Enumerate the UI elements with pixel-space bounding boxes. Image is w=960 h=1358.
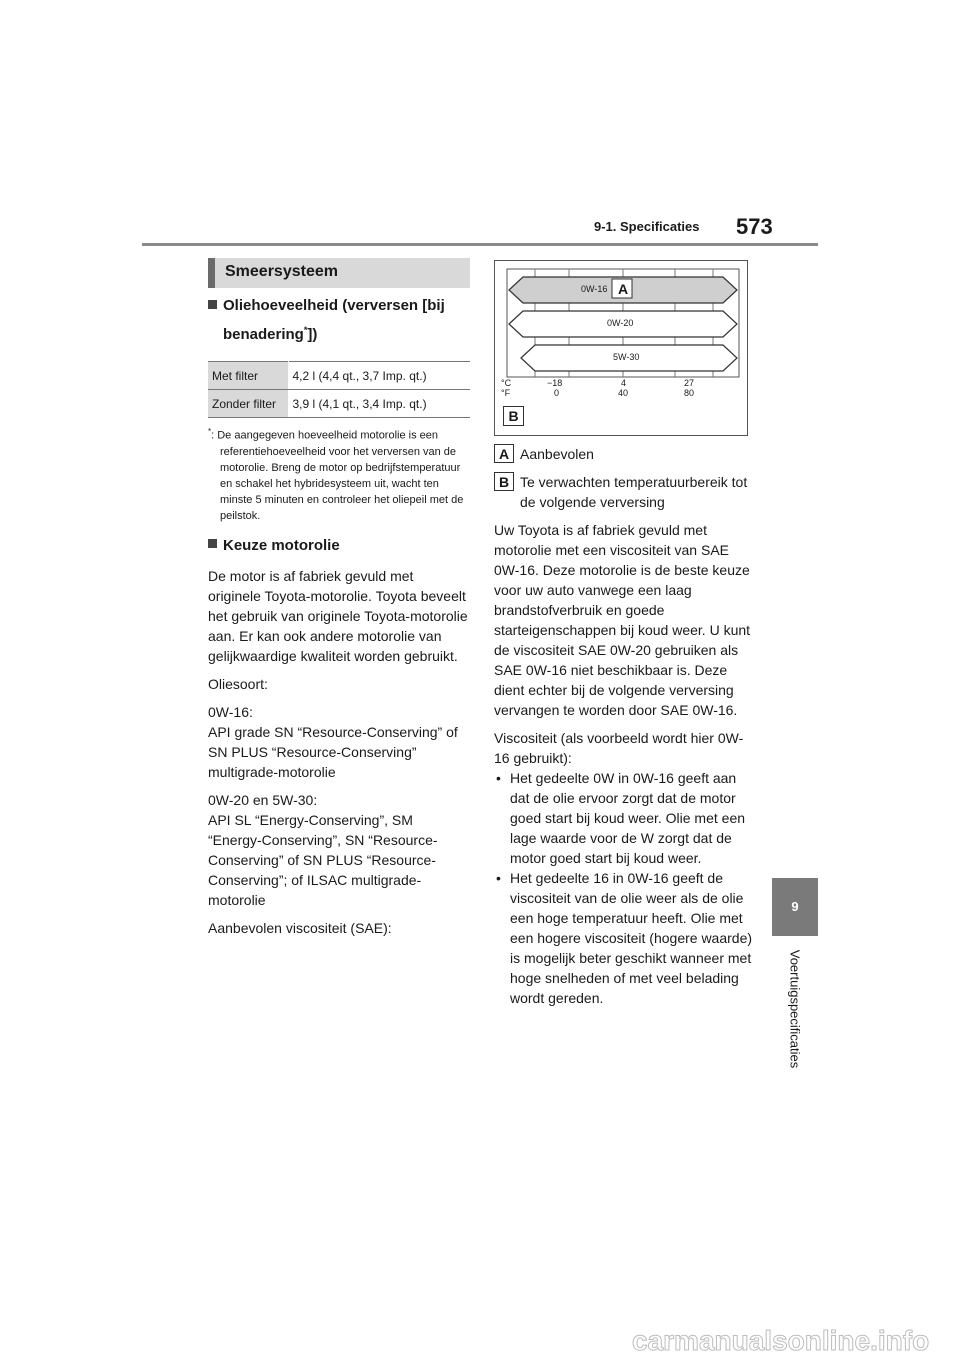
marker-a-label: A	[617, 281, 629, 297]
grade-2-text: API SL “Energy-Conserving”, SM “Energy-Conserving”, SN “Resource-Conserving” of SN PLUS “Resource-Conserving”; of ILSAC multigrade-motorolie	[208, 811, 438, 908]
tick-label-c: 27	[684, 378, 695, 388]
header-divider	[142, 243, 818, 246]
page-number: 573	[736, 214, 773, 239]
section-heading: Smeersysteem	[225, 263, 338, 280]
left-column	[208, 294, 470, 938]
legend-text: Aanbevolen	[520, 446, 594, 462]
legend-letter: B	[494, 472, 514, 491]
footnote-text: : De aangegeven hoeveelheid motorolie is een referentiehoeveelheid voor het verversen van de motorolie. Breng de motor op bedrijfstemperatuur en schakel het hybridesysteem uit, wacht ten minste 5 minuten en controleer het oliepeil met de peilstok.	[211, 429, 464, 522]
section-heading-bar	[208, 258, 470, 288]
legend-item	[494, 444, 754, 464]
table-cell-value: 3,9 l (4,1 qt., 3,4 Imp. qt.)	[288, 390, 470, 418]
tick-label-f: 0	[554, 388, 560, 398]
marker-b-label: B	[503, 406, 524, 426]
square-bullet-icon	[208, 539, 217, 548]
svg-text:carmanualsonline.info: carmanualsonline.info	[632, 1325, 930, 1356]
right-paragraph-1: Uw Toyota is af fabriek gevuld met motorolie met een viscositeit van SAE 0W-16. Deze motorolie is de beste keuze voor uw auto vanwege een laag brandstofverbruik en goede starteigenschappen bij koud weer. U kunt de viscositeit SAE 0W-20 gebruiken als SAE 0W-16 niet beschikbaar is. Deze dient echter bij de volgende verversing vervangen te worden door SAE 0W-16.	[494, 522, 751, 718]
footnote-mark: *	[208, 427, 212, 436]
grade-label: 0W-20	[607, 318, 634, 328]
chapter-label-text: Voertuigspecificaties	[787, 949, 803, 1069]
oil-choice-heading	[208, 534, 470, 558]
legend-item	[494, 472, 754, 512]
tick-label-c: 4	[621, 378, 627, 388]
right-column	[494, 260, 754, 1008]
list-item-text: Het gedeelte 16 in 0W-16 geeft de viscositeit van de olie weer als de olie een hoge temperatuur heeft. Olie met een hogere viscositeit (hogere waarde) is mogelijk beter geschikt wanneer met hoge snelheden of met veel belading wordt gereden.	[510, 870, 753, 1006]
bullet-icon: •	[496, 870, 501, 886]
chapter-tab: 9	[772, 878, 818, 936]
table-cell-label: Met filter	[208, 362, 288, 390]
grade-2-title: 0W-20 en 5W-30:	[208, 791, 318, 808]
oil-capacity-heading	[208, 294, 470, 347]
viscosity-bullet-list	[494, 768, 754, 1008]
oil-choice-heading-text: Keuze motorolie	[223, 536, 340, 554]
oil-choice-intro: De motor is af fabriek gevuld met originele Toyota-motorolie. Toyota beveelt het gebruik van originele Toyota-motorolie aan. Er kan ook andere motorolie van gelijkwaardige kwaliteit worden gebruikt.	[208, 567, 468, 664]
footnote	[208, 424, 470, 524]
chapter-label	[772, 944, 818, 1074]
viscosity-label: Aanbevolen viscositeit (SAE):	[208, 919, 392, 936]
list-item	[494, 768, 754, 868]
watermark-logo	[628, 1320, 960, 1358]
tick-label-f: 40	[618, 388, 629, 398]
tick-label-c: −18	[547, 378, 563, 388]
viscosity-diagram	[494, 260, 748, 436]
list-item	[494, 868, 754, 1008]
legend-letter: A	[494, 444, 514, 463]
footnote-ref: *	[303, 325, 308, 335]
table-row	[208, 362, 470, 390]
oil-type-label: Oliesoort:	[208, 675, 268, 692]
oil-capacity-heading-end: ])	[307, 326, 318, 343]
right-paragraph-2: Viscositeit (als voorbeeld wordt hier 0W-16 gebruikt):	[494, 730, 744, 766]
grade-label: 5W-30	[613, 352, 640, 362]
unit-celsius: °C	[501, 378, 512, 388]
grade-label: 0W-16	[581, 284, 608, 294]
oil-capacity-heading-line2-wrap	[208, 318, 470, 347]
grade-1-text: API grade SN “Resource-Conserving” of SN PLUS “Resource-Conserving” multigrade-motorolie	[208, 723, 458, 780]
list-item-text: Het gedeelte 0W in 0W-16 geeft aan dat de olie ervoor zorgt dat de motor goed start bij koud weer. Olie met een lage waarde voor de W zorgt dat de motor goed start bij koud weer.	[510, 770, 746, 866]
square-bullet-icon	[208, 300, 217, 309]
bullet-icon: •	[496, 770, 501, 786]
table-row	[208, 390, 470, 418]
legend-text: Te verwachten temperatuurbereik tot de volgende verversing	[520, 474, 748, 510]
grade-1-title: 0W-16:	[208, 703, 253, 720]
table-cell-label: Zonder filter	[208, 390, 288, 418]
unit-fahrenheit: °F	[501, 388, 511, 398]
oil-capacity-table	[208, 361, 470, 418]
oil-capacity-heading-line2: benadering	[223, 326, 304, 343]
tick-label-f: 80	[684, 388, 695, 398]
oil-capacity-heading-line1: Oliehoeveelheid (verversen [bij	[223, 297, 445, 314]
table-cell-value: 4,2 l (4,4 qt., 3,7 Imp. qt.)	[288, 362, 470, 390]
section-title-header: 9-1. Specificaties	[594, 219, 700, 234]
